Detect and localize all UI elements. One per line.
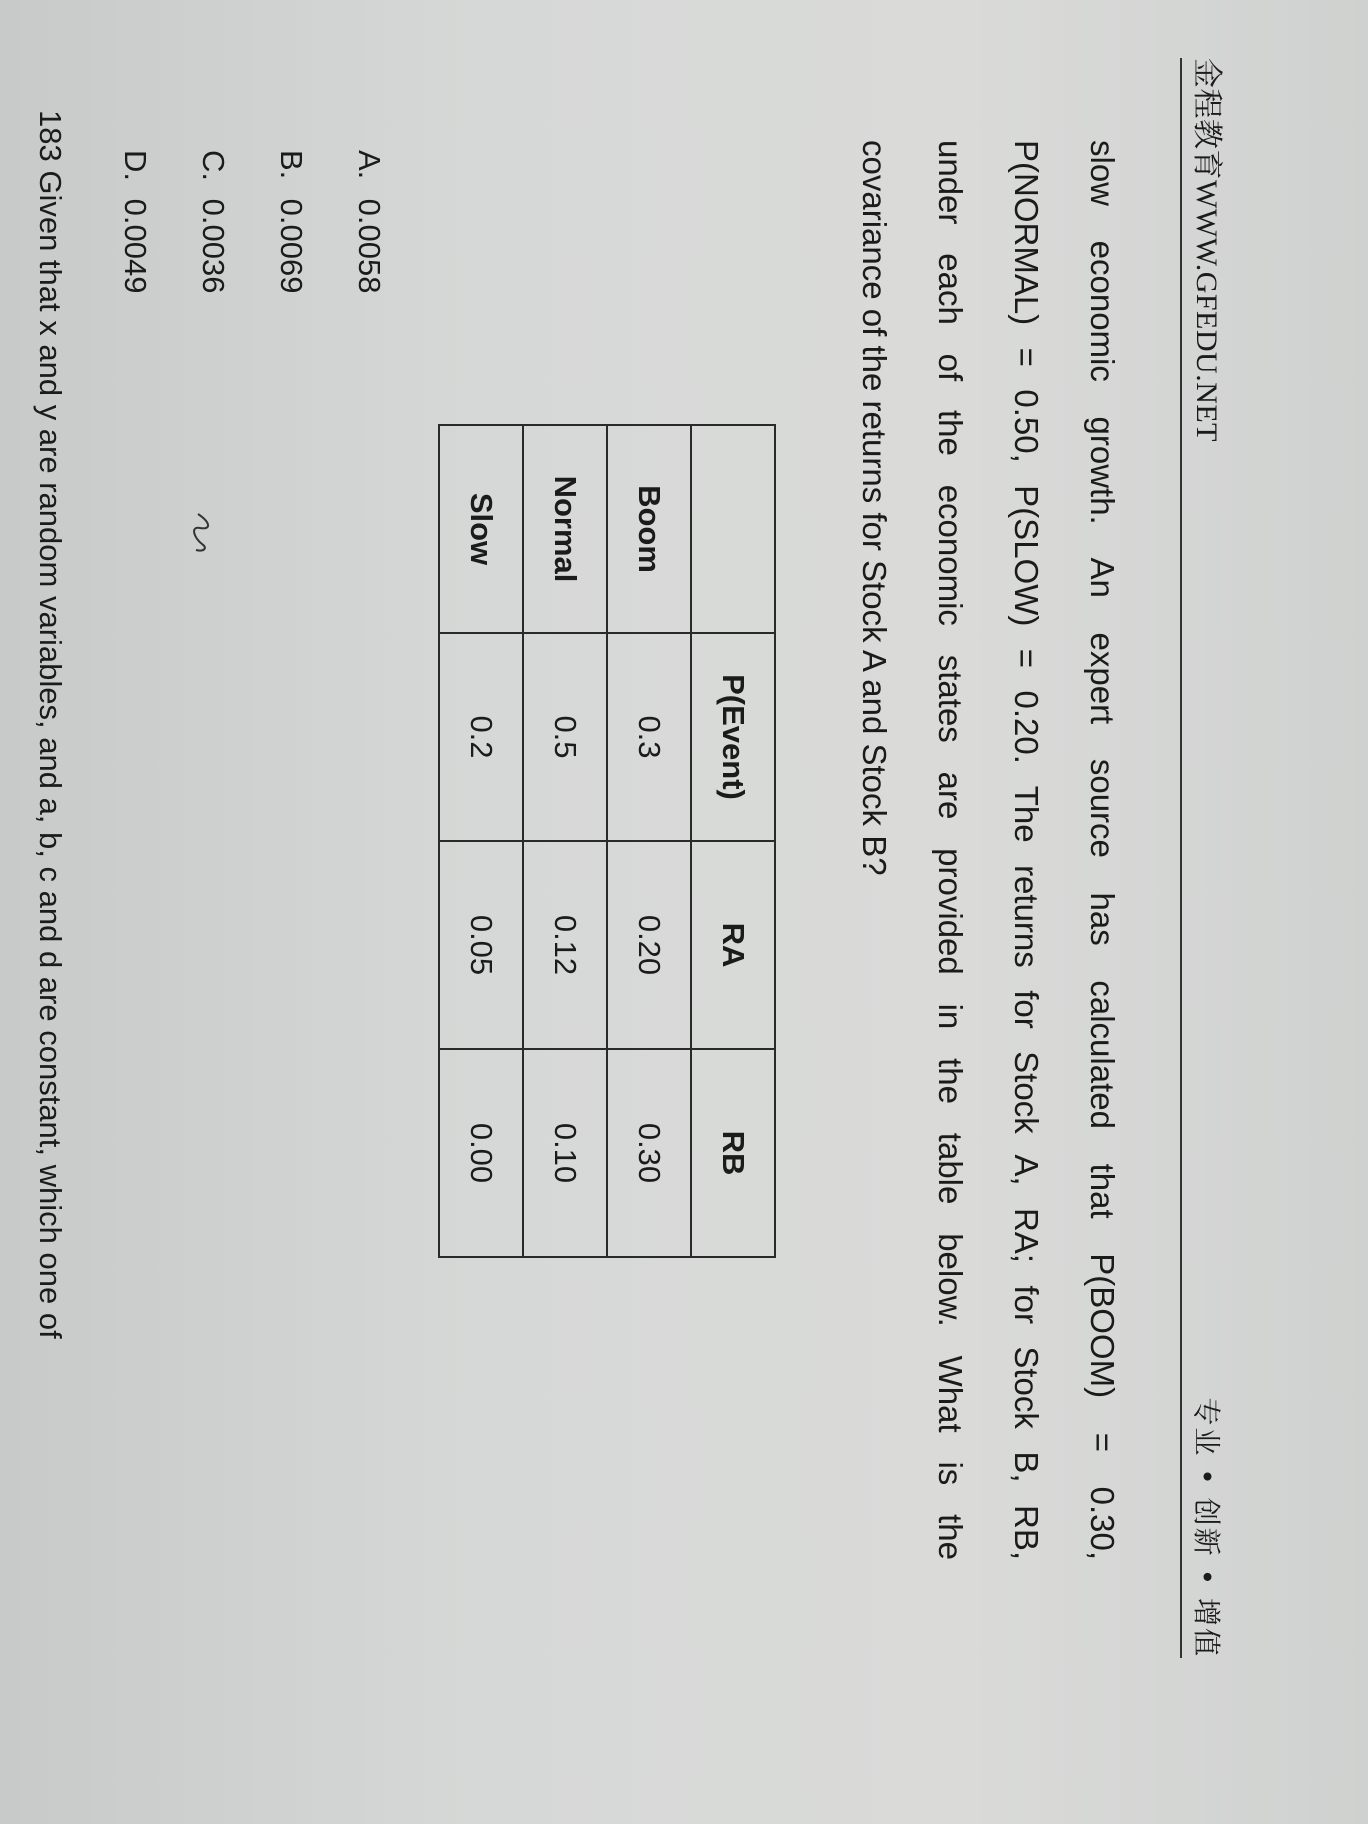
table-cell: 0.10: [523, 1049, 607, 1257]
question-line: P(NORMAL) = 0.50, P(SLOW) = 0.20. The returns for Stock A, RA; for Stock B, RB,: [1008, 140, 1045, 1560]
table-header-cell: [691, 425, 775, 633]
question-line: slow economic growth. An expert source has calculated that P(BOOM) = 0.30,: [1084, 140, 1121, 1560]
question-text: [836, 140, 1140, 1560]
choice-letter: D.: [118, 150, 153, 181]
table-cell: 0.00: [439, 1049, 523, 1257]
choice-b: [252, 150, 330, 293]
choice-value: 0.0069: [274, 198, 309, 294]
table-header-cell: P(Event): [691, 633, 775, 841]
table-cell: 0.5: [523, 633, 607, 841]
choice-value: 0.0036: [196, 198, 231, 294]
table-cell: 0.20: [607, 841, 691, 1049]
table-row: [439, 425, 523, 1257]
table-row-state: Normal: [523, 425, 607, 633]
choice-letter: A.: [352, 150, 387, 180]
header-site-name: 金程教育WWW.GFEDU.NET: [1190, 58, 1223, 443]
table-header-cell: RB: [691, 1049, 775, 1257]
table-cell: 0.3: [607, 633, 691, 841]
table-cell: 0.05: [439, 841, 523, 1049]
table-row: [523, 425, 607, 1257]
next-question-text: 183 Given that x and y are random variables, and a, b, c and d are constant, which one of: [33, 110, 68, 1339]
page-header: [1180, 58, 1222, 1658]
header-slogan: 专业 • 创新 • 增值: [1190, 1397, 1223, 1658]
table-cell: 0.30: [607, 1049, 691, 1257]
choice-c: [174, 150, 252, 293]
choice-letter: B.: [274, 150, 309, 180]
table-header-row: [691, 425, 775, 1257]
table-cell: 0.2: [439, 633, 523, 841]
table-cell: 0.12: [523, 841, 607, 1049]
choice-a: [330, 150, 408, 293]
choice-value: 0.0058: [352, 198, 387, 294]
returns-table: [438, 424, 776, 1258]
question-line: under each of the economic states are provided in the table below. What is the: [932, 140, 969, 1560]
choice-d: [96, 150, 174, 293]
table-row: [607, 425, 691, 1257]
table-row-state: Boom: [607, 425, 691, 633]
table-row-state: Slow: [439, 425, 523, 633]
choice-value: 0.0049: [118, 198, 153, 294]
handwritten-mark: [172, 508, 218, 568]
question-line: covariance of the returns for Stock A and Stock B?: [856, 140, 893, 876]
answer-choices: [96, 150, 408, 293]
table-header-cell: RA: [691, 841, 775, 1049]
choice-letter: C.: [196, 150, 231, 181]
